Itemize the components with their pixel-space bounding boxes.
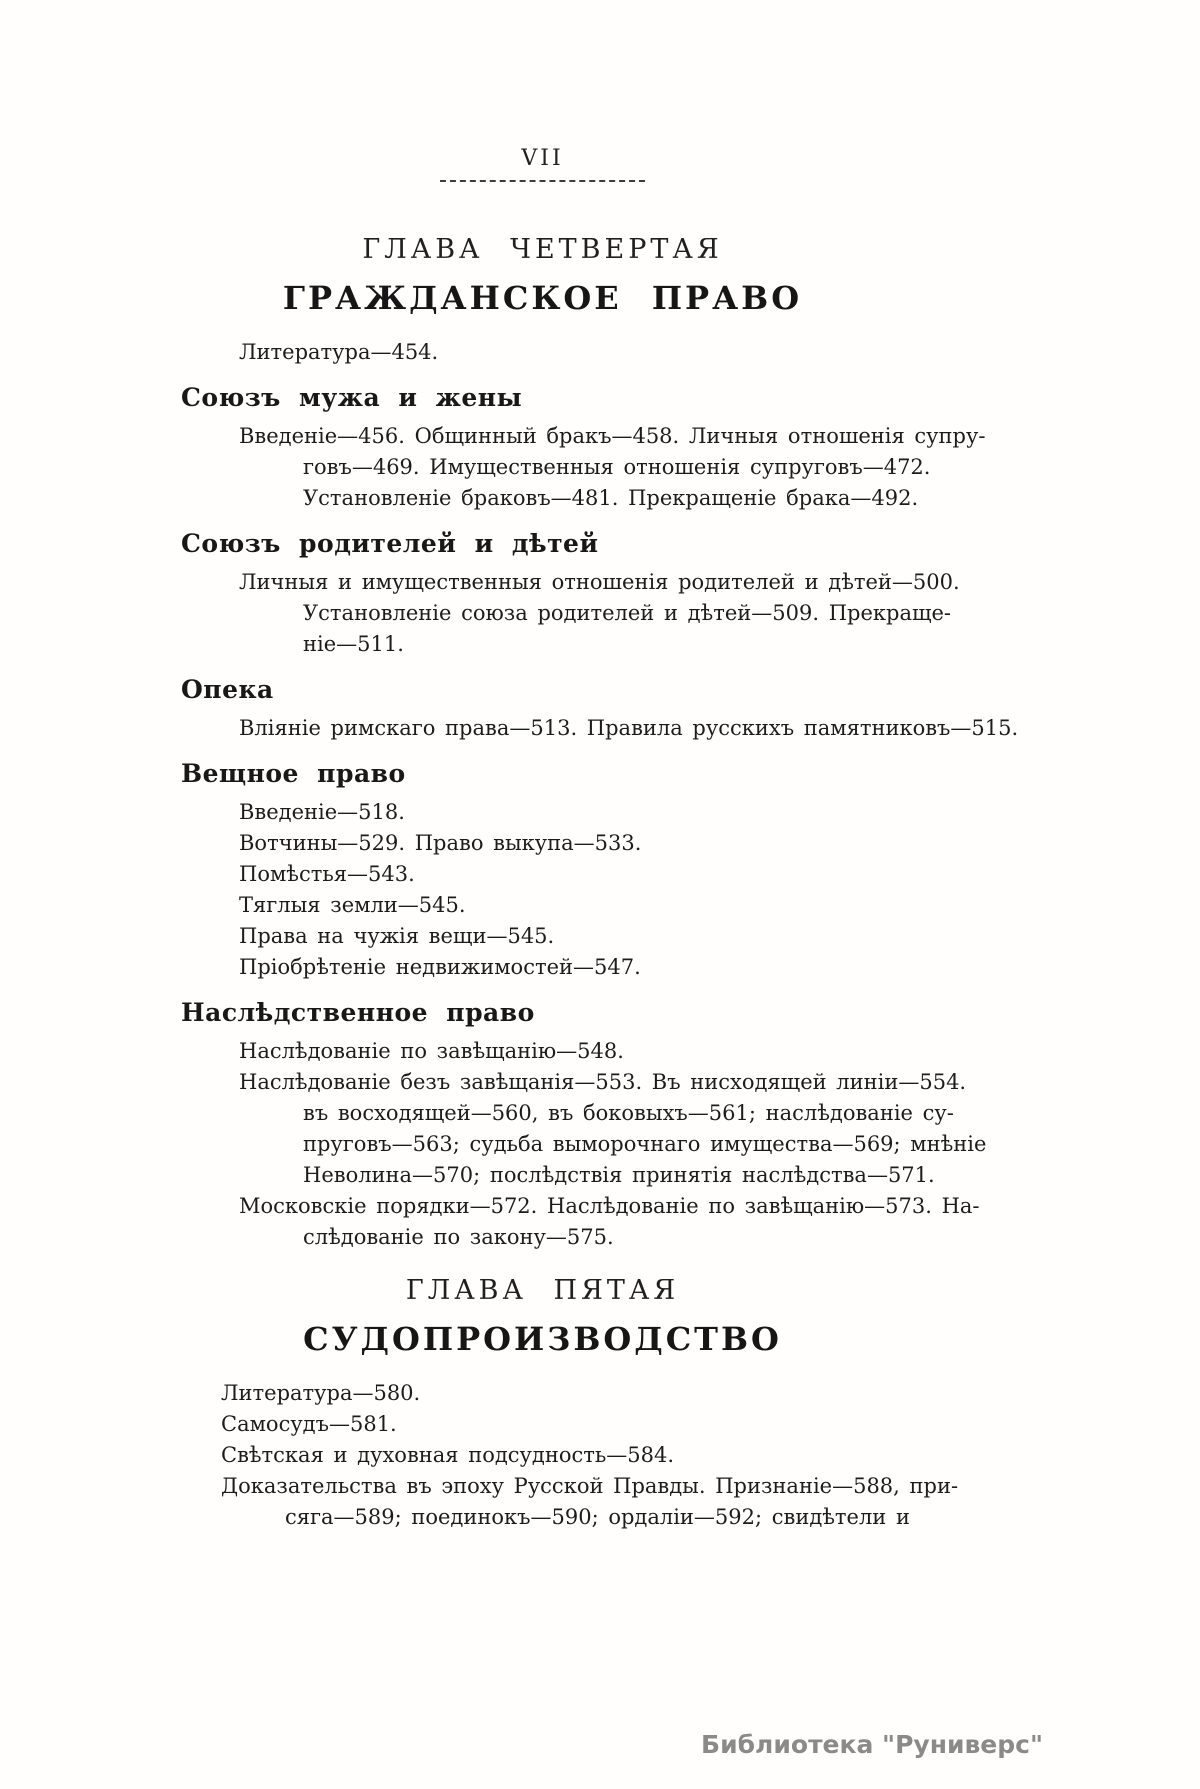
chapter-five	[175, 1275, 959, 1533]
toc-line: въ восходящей—560, въ боковыхъ—561; наслѣдованіе су-	[303, 1101, 954, 1125]
section-heading: Опека	[181, 675, 274, 704]
toc-paragraph	[175, 421, 986, 514]
toc-paragraph	[175, 1191, 980, 1253]
toc-line: Самосудъ—581.	[221, 1412, 397, 1436]
toc-line: Установленіе союза родителей и дѣтей—509. Прекраще-	[303, 601, 952, 625]
toc-line: Введеніе—518.	[239, 800, 405, 824]
toc-paragraph	[175, 1378, 910, 1409]
chapter-four-title: ГРАЖДАНСКОЕ ПРАВО	[282, 279, 803, 317]
toc-paragraph	[175, 952, 910, 983]
page-number: VII	[521, 146, 564, 171]
toc-line: ніе—511.	[303, 632, 404, 656]
toc-line: Пріобрѣтеніе недвижимостей—547.	[239, 955, 641, 979]
toc-paragraph	[175, 921, 910, 952]
toc-paragraph	[175, 713, 1019, 744]
toc-line: Введеніе—456. Общинный бракъ—458. Личныя отношенія супру-	[239, 424, 986, 448]
toc-paragraph	[175, 890, 910, 921]
toc-paragraph	[175, 337, 910, 368]
toc-paragraph	[175, 859, 910, 890]
toc-line: сяга—589; поединокъ—590; ордаліи—592; свидѣтели и	[285, 1505, 910, 1529]
toc-line: Вліяніе римскаго права—513. Правила русскихъ памятниковъ—515.	[239, 716, 1019, 740]
chapter-five-title: СУДОПРОИЗВОДСТВО	[303, 1320, 782, 1358]
toc-line: слѣдованіе по закону—575.	[303, 1225, 614, 1249]
chapter-five-toc	[175, 1378, 959, 1533]
toc-line: Доказательства въ эпоху Русской Правды. Признаніе—588, при-	[221, 1474, 959, 1498]
toc-line: Неволина—570; послѣдствія принятія наслѣдства—571.	[303, 1163, 935, 1187]
chapter-four	[175, 234, 1019, 1253]
chapter-four-toc	[175, 337, 1019, 1253]
toc-paragraph	[175, 567, 960, 660]
toc-paragraph	[175, 1471, 959, 1533]
toc-line: Литература—580.	[221, 1381, 421, 1405]
toc-line: Личныя и имущественныя отношенія родителей и дѣтей—500.	[239, 570, 960, 594]
section-heading: Союзъ мужа и жены	[181, 383, 523, 412]
section-heading: Наслѣдственное право	[181, 998, 535, 1027]
toc-line: Литература—454.	[239, 340, 439, 364]
page-content	[175, 0, 1019, 1533]
toc-paragraph	[175, 1067, 987, 1191]
section-heading: Вещное право	[181, 759, 406, 788]
toc-line: Наслѣдованіе по завѣщанію—548.	[239, 1039, 624, 1063]
toc-paragraph	[175, 1036, 910, 1067]
toc-paragraph	[175, 797, 910, 828]
toc-paragraph	[175, 1409, 910, 1440]
section-heading: Союзъ родителей и дѣтей	[181, 529, 599, 558]
chapter-four-kicker: ГЛАВА ЧЕТВЕРТАЯ	[362, 234, 723, 265]
runivers-library-watermark: Библиотека "Руниверс"	[701, 1730, 1043, 1759]
toc-line: Вотчины—529. Право выкупа—533.	[239, 831, 642, 855]
header-rule	[440, 180, 645, 182]
toc-line: Помѣстья—543.	[239, 862, 415, 886]
toc-line: Наслѣдованіе безъ завѣщанія—553. Въ нисходящей линіи—554.	[239, 1070, 967, 1094]
toc-line: говъ—469. Имущественныя отношенія супруговъ—472.	[303, 455, 931, 479]
toc-line: Тяглыя земли—545.	[239, 893, 466, 917]
chapter-five-kicker: ГЛАВА ПЯТАЯ	[405, 1275, 680, 1306]
toc-line: Установленіе браковъ—481. Прекращеніе брака—492.	[303, 486, 919, 510]
toc-line: пруговъ—563; судьба выморочнаго имущества—569; мнѣніе	[303, 1132, 987, 1156]
toc-paragraph	[175, 828, 910, 859]
toc-paragraph	[175, 1440, 910, 1471]
toc-line: Свѣтская и духовная подсудность—584.	[221, 1443, 675, 1467]
toc-line: Московскіе порядки—572. Наслѣдованіе по завѣщанію—573. На-	[239, 1194, 980, 1218]
toc-line: Права на чужія вещи—545.	[239, 924, 555, 948]
